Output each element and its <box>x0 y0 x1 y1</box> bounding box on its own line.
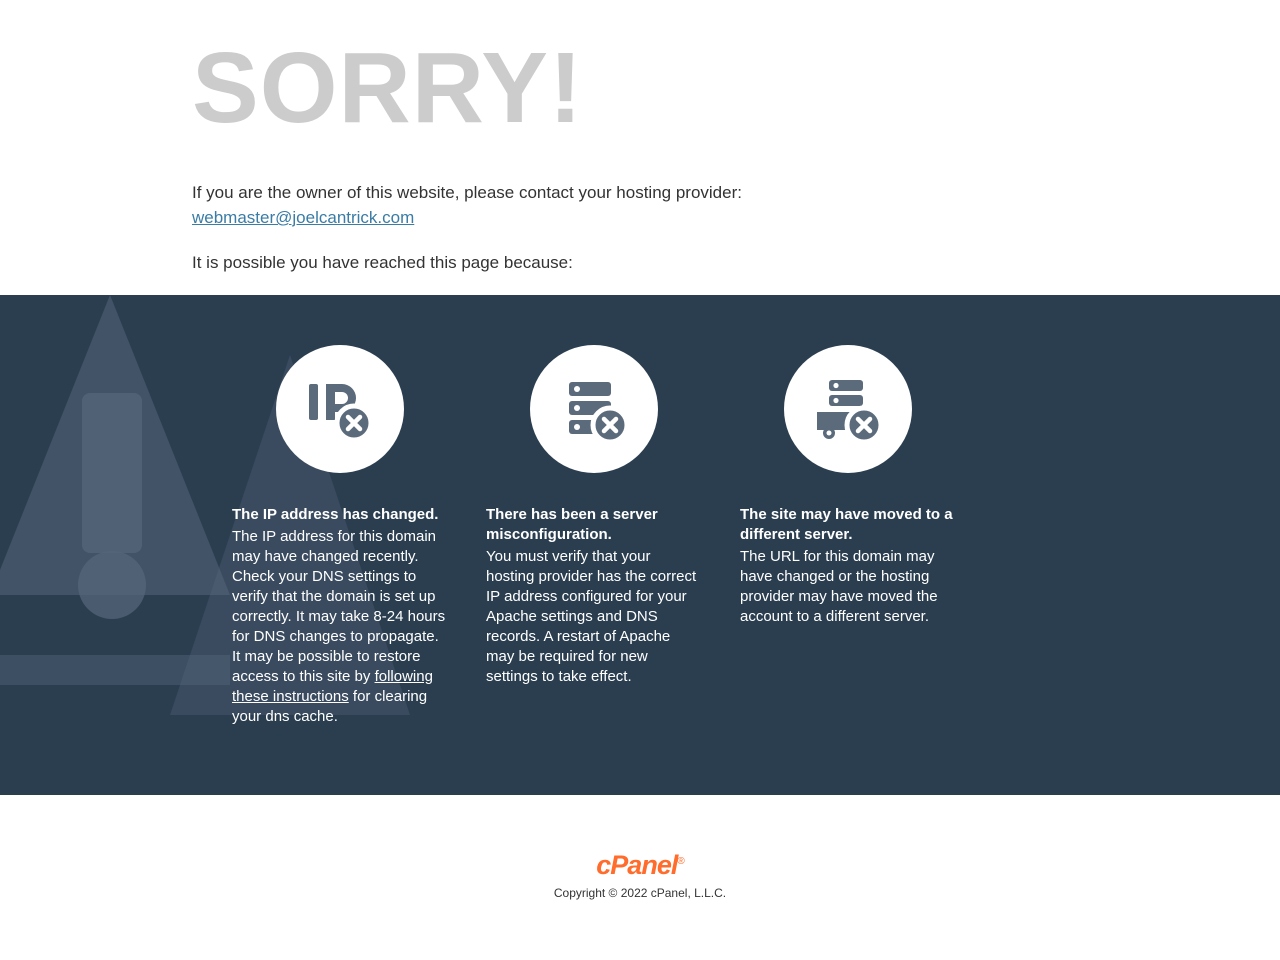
card-body-text: The IP address for this domain may have changed recently. Check your DNS settings to verify that the domain is set up correctly. It may take 8-24 hours for DNS changes to propagate. It may be possible to restore access to this site by <box>232 528 446 685</box>
server-error-icon <box>530 345 658 473</box>
card-body-text-tail: for clearing your dns cache. <box>232 688 428 725</box>
cpanel-logo <box>596 847 683 880</box>
ip-address-error-icon <box>276 345 404 473</box>
reason-card-site-moved <box>740 345 955 627</box>
reason-card-ip-changed <box>232 345 447 727</box>
server-moved-truck-icon <box>784 345 912 473</box>
card-body: The URL for this domain may have changed or the hosting provider may have moved the account to a different server. <box>740 548 938 625</box>
registered-mark-icon: ® <box>677 856 684 867</box>
card-title: The site may have moved to a different server. <box>740 506 953 543</box>
card-body: You must verify that your hosting provider has the correct IP address configured for your Apache settings and DNS records. A restart of Apache may be required for new settings to take effect. <box>486 548 697 685</box>
reasons-intro-text: It is possible you have reached this page because: <box>192 253 573 272</box>
card-body <box>232 527 447 727</box>
copyright-text: Copyright © 2022 cPanel, L.L.C. <box>553 886 727 900</box>
cpanel-logo-text: cPanel <box>596 850 678 880</box>
page-title: SORRY! <box>192 32 584 144</box>
card-title: The IP address has changed. <box>232 506 439 523</box>
owner-contact-text <box>192 180 1092 230</box>
reasons-section <box>0 295 1280 795</box>
reason-card-server-misconfig <box>486 345 701 687</box>
card-title: There has been a server misconfiguration. <box>486 506 658 543</box>
footer <box>0 795 1280 960</box>
reason-cards <box>0 295 1280 795</box>
owner-contact-label: If you are the owner of this website, please contact your hosting provider: <box>192 183 742 202</box>
webmaster-email-link[interactable]: webmaster@joelcantrick.com <box>192 208 415 227</box>
top-section <box>0 0 1280 295</box>
dns-cache-instructions-link[interactable]: following these instructions <box>232 668 433 705</box>
